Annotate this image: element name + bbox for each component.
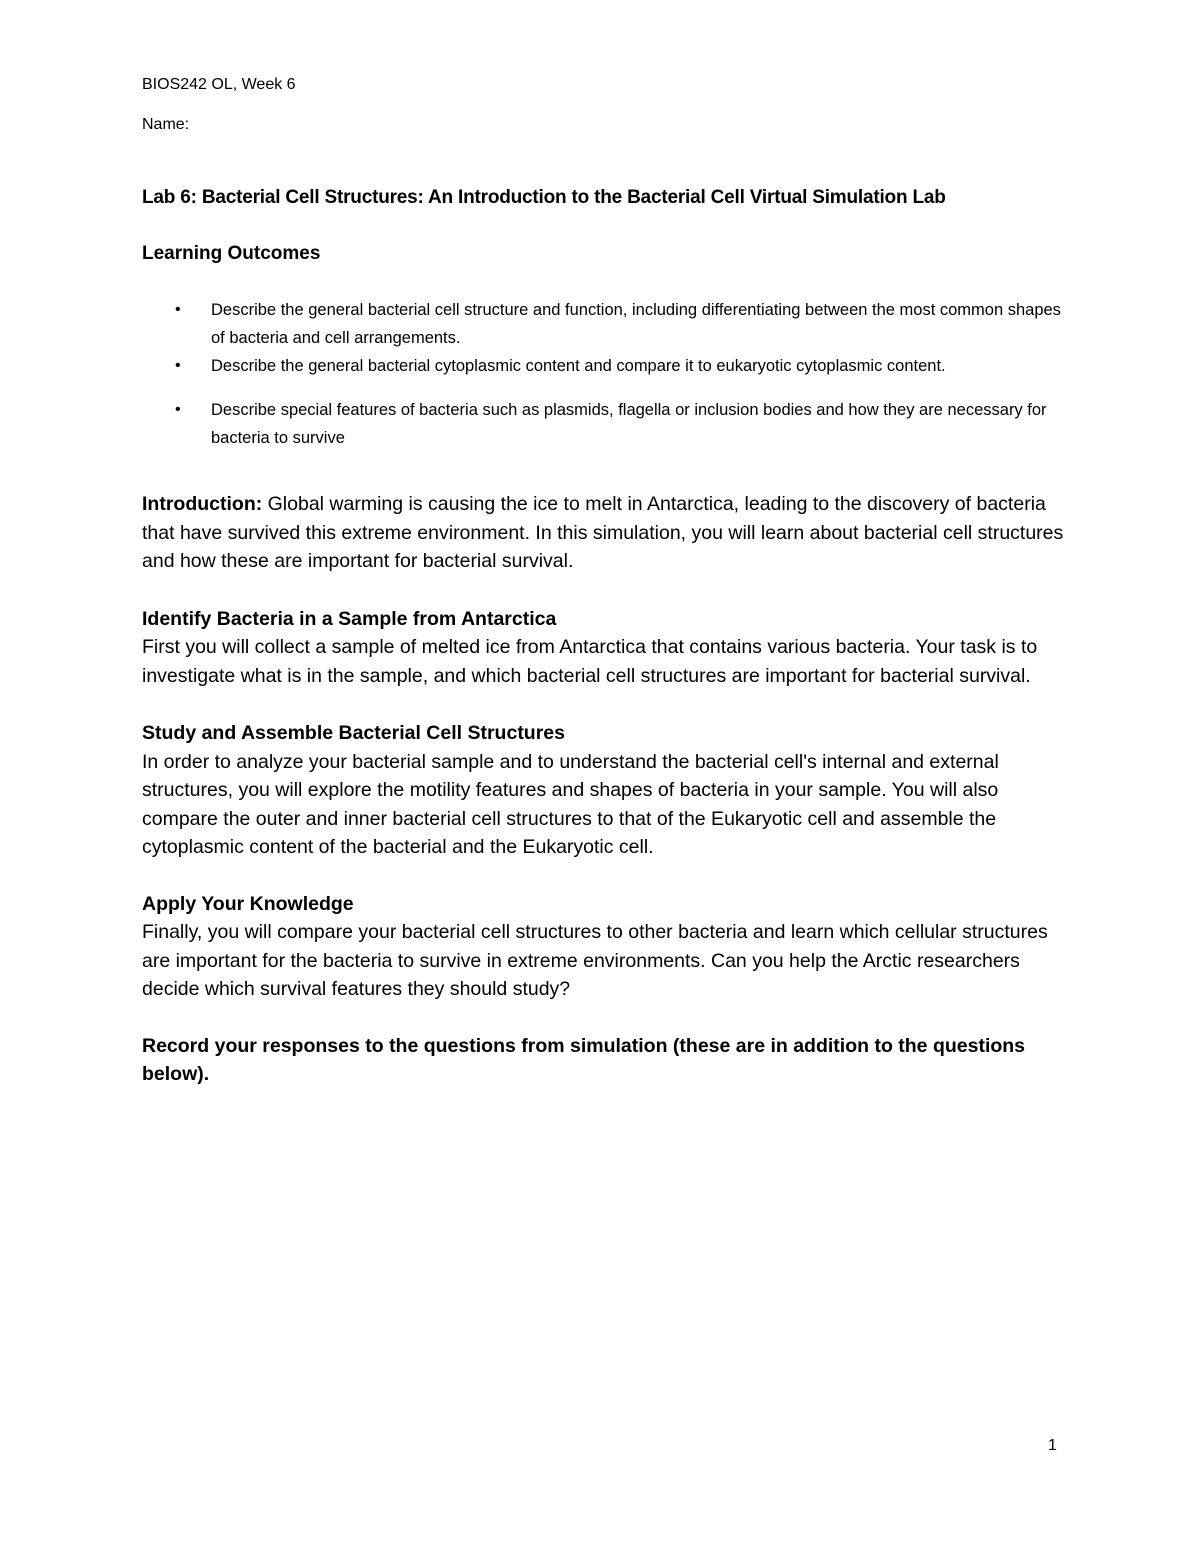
page-number: 1 bbox=[1048, 1437, 1057, 1454]
page-content bbox=[142, 74, 1072, 1108]
introduction-paragraph bbox=[142, 490, 1072, 576]
learning-outcome-text: Describe the general bacterial cytoplasmic content and compare it to eukaryotic cytoplasmic content. bbox=[211, 357, 946, 375]
bullet-icon: • bbox=[175, 357, 181, 374]
section-apply-knowledge bbox=[142, 890, 1072, 1004]
section-body: In order to analyze your bacterial sample and to understand the bacterial cell's internal and external structures, you will explore the motility features and shapes of bacteria in your sample. You will also compare the outer and inner bacterial cell structures to that of the Eukaryotic cell and assemble the cytoplasmic content of the bacterial and the Eukaryotic cell. bbox=[142, 750, 999, 858]
learning-outcome-item bbox=[142, 352, 1072, 380]
name-label: Name: bbox=[142, 116, 190, 133]
section-heading: Identify Bacteria in a Sample from Antarctica bbox=[142, 607, 557, 630]
learning-outcomes-list bbox=[142, 296, 1072, 452]
lab-title: Lab 6: Bacterial Cell Structures: An Introduction to the Bacterial Cell Virtual Simulation Lab bbox=[142, 187, 946, 208]
learning-outcome-text: Describe special features of bacteria such as plasmids, flagella or inclusion bodies and how they are necessary for bacteria to survive bbox=[211, 401, 1047, 447]
introduction-label: Introduction: bbox=[142, 493, 263, 515]
learning-outcome-text: Describe the general bacterial cell structure and function, including differentiating between the most common shapes of bacteria and cell arrangements. bbox=[211, 301, 1061, 347]
section-study-assemble bbox=[142, 719, 1072, 862]
section-body: Finally, you will compare your bacterial cell structures to other bacteria and learn which cellular structures are important for the bacteria to survive in extreme environments. Can you help the Arctic researchers decide which survival features they should study? bbox=[142, 921, 1048, 1000]
section-body: First you will collect a sample of melted ice from Antarctica that contains various bacteria. Your task is to investigate what is in the sample, and which bacterial cell structures are important for bacterial survival. bbox=[142, 636, 1038, 687]
learning-outcome-item bbox=[142, 396, 1072, 452]
learning-outcomes-heading: Learning Outcomes bbox=[142, 243, 321, 264]
course-header: BIOS242 OL, Week 6 bbox=[142, 76, 296, 93]
section-heading: Study and Assemble Bacterial Cell Structures bbox=[142, 722, 566, 744]
record-responses-instruction: Record your responses to the questions from simulation (these are in addition to the questions below). bbox=[142, 1034, 1026, 1085]
section-identify-bacteria bbox=[142, 605, 1072, 691]
bullet-icon: • bbox=[175, 301, 181, 318]
learning-outcome-item bbox=[142, 296, 1072, 352]
introduction-text: Global warming is causing the ice to melt in Antarctica, leading to the discovery of bacteria that have survived this extreme environment. In this simulation, you will learn about bacterial cell structures and how these are important for bacterial survival. bbox=[142, 493, 1064, 572]
bullet-icon: • bbox=[175, 401, 181, 418]
section-heading: Apply Your Knowledge bbox=[142, 892, 354, 915]
